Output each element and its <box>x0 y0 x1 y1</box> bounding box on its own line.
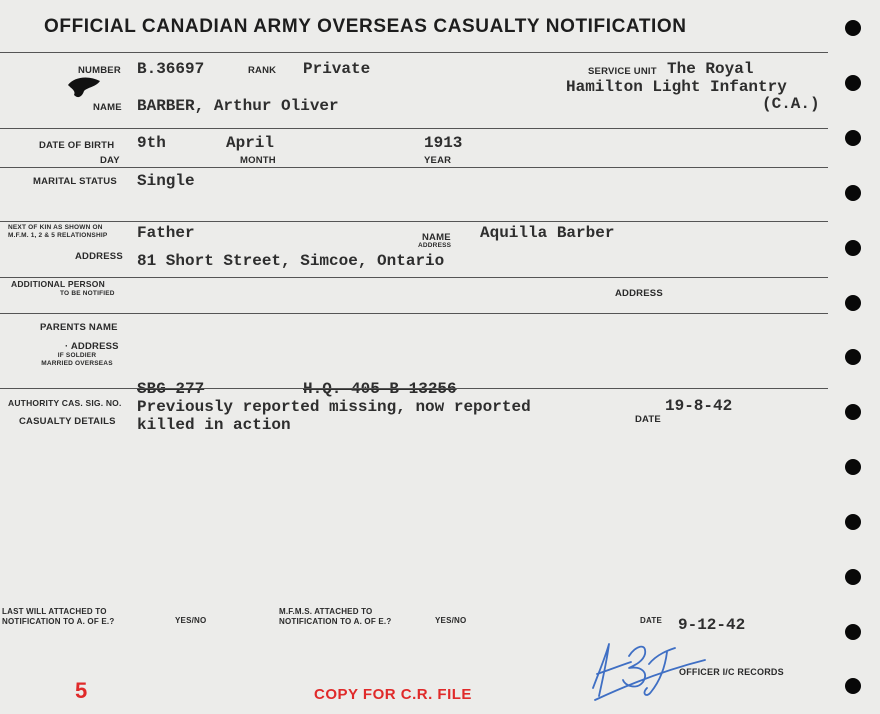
authority-number-1: SBG 277 <box>137 380 205 398</box>
if-soldier-text: IF SOLDIER <box>57 352 97 359</box>
divider-parents <box>0 388 828 389</box>
last-will-line-1: LAST WILL ATTACHED TO <box>2 607 107 616</box>
punch-hole <box>845 569 861 585</box>
marital-status-value: Single <box>137 172 195 190</box>
form-title: OFFICIAL CANADIAN ARMY OVERSEAS CASUALTY NOTIFICATION <box>44 16 687 37</box>
officer-label: OFFICER I/C RECORDS <box>679 667 784 677</box>
casualty-details-line-2: killed in action <box>137 416 291 434</box>
copy-label: COPY FOR C.R. FILE <box>314 686 472 703</box>
married-overseas-text: MARRIED OVERSEAS <box>41 359 113 367</box>
service-unit-line-1: The Royal <box>667 60 754 78</box>
kin-name-value: Aquilla Barber <box>480 224 615 242</box>
additional-person-label: ADDITIONAL PERSON <box>11 279 105 289</box>
married-overseas-note <box>30 352 124 367</box>
ink-blot-mark <box>66 75 104 101</box>
bottom-date-label: DATE <box>640 616 662 625</box>
kin-address-small-label: ADDRESS <box>418 242 452 249</box>
casualty-details-line-1: Previously reported missing, now reported <box>137 398 531 416</box>
last-will-line-2: NOTIFICATION TO A. OF E.? <box>2 617 115 626</box>
punch-hole <box>845 459 861 475</box>
service-unit-label: SERVICE UNIT <box>588 66 657 77</box>
mfms-line-2: NOTIFICATION TO A. OF E.? <box>279 617 392 626</box>
last-will-label <box>2 607 114 627</box>
divider-marital <box>0 221 828 222</box>
punch-hole <box>845 240 861 256</box>
punch-hole <box>845 295 861 311</box>
next-of-kin-line-2: M.F.M. 1, 2 & 5 RELATIONSHIP <box>8 231 108 239</box>
additional-address-label: ADDRESS <box>615 288 663 299</box>
authority-label: AUTHORITY CAS. SIG. NO. <box>8 398 122 408</box>
bottom-date-value: 9-12-42 <box>678 616 746 634</box>
name-value: BARBER, Arthur Oliver <box>137 97 339 115</box>
punch-hole <box>845 404 861 420</box>
dob-month-value: April <box>226 134 275 152</box>
punch-hole <box>845 624 861 640</box>
mfms-label <box>279 607 391 627</box>
next-of-kin-label <box>8 224 107 239</box>
parents-name-label: PARENTS NAME <box>40 322 118 333</box>
punch-hole <box>845 75 861 91</box>
year-label: YEAR <box>424 155 452 166</box>
date-of-birth-label: DATE OF BIRTH <box>39 140 115 151</box>
dob-day-value: 9th <box>137 134 166 152</box>
next-of-kin-line-1: NEXT OF KIN AS SHOWN ON <box>8 224 103 231</box>
kin-name-label: NAME <box>422 232 451 243</box>
rank-label: RANK <box>248 65 277 76</box>
casualty-details-label: CASUALTY DETAILS <box>19 416 116 427</box>
divider-top <box>0 52 828 53</box>
divider-kin <box>0 277 828 278</box>
dob-year-value: 1913 <box>424 134 463 152</box>
service-unit-line-3: (C.A.) <box>762 95 820 113</box>
punch-hole <box>845 514 861 530</box>
last-will-yes-no: YES/NO <box>175 616 207 625</box>
mfms-yes-no: YES/NO <box>435 616 467 625</box>
punch-hole <box>845 349 861 365</box>
marital-status-label: MARITAL STATUS <box>33 176 117 187</box>
divider-name <box>0 128 828 129</box>
parents-address-label: · ADDRESS <box>65 341 119 352</box>
casualty-date-label: DATE <box>635 414 661 425</box>
rank-value: Private <box>303 60 371 78</box>
casualty-date-value: 19-8-42 <box>665 397 733 415</box>
mfms-line-1: M.F.M.S. ATTACHED TO <box>279 607 373 616</box>
authority-number-2: H.Q. 405-B-13256 <box>303 380 457 398</box>
month-label: MONTH <box>240 155 276 166</box>
divider-dob <box>0 167 828 168</box>
kin-address-value: 81 Short Street, Simcoe, Ontario <box>137 252 445 270</box>
additional-person-sub-label: TO BE NOTIFIED <box>60 290 115 297</box>
divider-additional <box>0 313 828 314</box>
day-label: DAY <box>100 155 120 166</box>
relationship-value: Father <box>137 224 195 242</box>
address-label: ADDRESS <box>75 251 123 262</box>
service-unit-line-2: Hamilton Light Infantry <box>566 78 787 96</box>
number-label: NUMBER <box>78 65 121 76</box>
punch-hole <box>845 678 861 694</box>
name-label: NAME <box>93 102 122 113</box>
punch-hole <box>845 130 861 146</box>
punch-hole <box>845 185 861 201</box>
number-value: B.36697 <box>137 60 205 78</box>
punch-hole <box>845 20 861 36</box>
page-number: 5 <box>75 678 88 703</box>
